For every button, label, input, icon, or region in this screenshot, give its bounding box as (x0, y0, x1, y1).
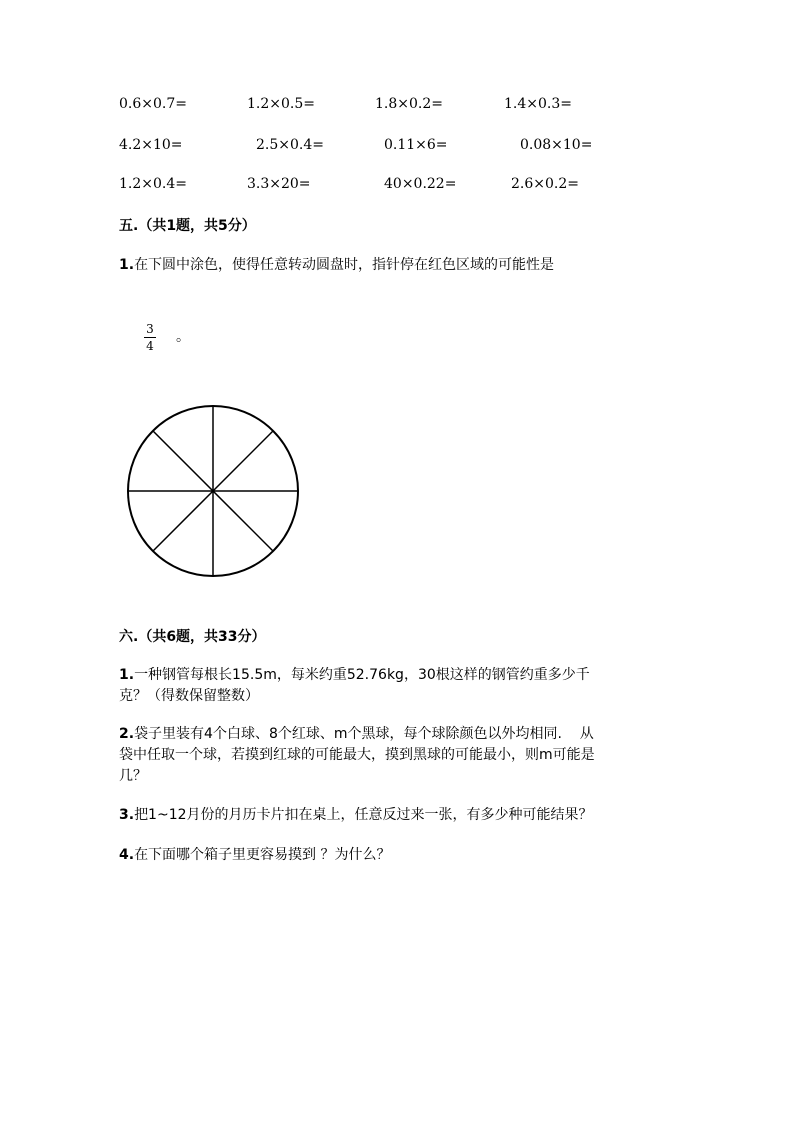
calc-item: 0.11×6= (384, 137, 448, 153)
question-6-4 (119, 845, 391, 866)
fraction-numerator: 3 (146, 322, 154, 336)
section-6-heading: 六.（共6题，共33分） (119, 629, 266, 645)
question-text-line: 袋中任取一个球，若摸到红球的可能最大，摸到黑球的可能最小，则m可能是 (119, 747, 595, 763)
question-6-3 (119, 805, 593, 826)
sector-dividers (128, 406, 298, 576)
question-text-line: 在下面哪个箱子里更容易摸到 ？为什么？ (134, 847, 391, 863)
spinner-circle[interactable] (120, 400, 306, 586)
calc-item: 0.6×0.7= (119, 96, 187, 112)
question-number: 4. (119, 847, 135, 863)
calc-item: 2.5×0.4= (256, 137, 324, 153)
section-5-heading: 五.（共1题，共5分） (119, 218, 256, 234)
question-text-line: 几？ (119, 768, 147, 784)
calc-item: 1.8×0.2= (375, 96, 443, 112)
question-number: 1. (119, 667, 135, 683)
question-text-line: 克？（得数保留整数） (119, 688, 259, 704)
calc-item: 1.2×0.5= (247, 96, 315, 112)
question-6-2 (119, 724, 595, 787)
question-text-line: 把1~12月份的月历卡片扣在桌上，任意反过来一张，有多少种可能结果？ (134, 807, 593, 823)
calc-item: 2.6×0.2= (511, 176, 579, 192)
question-number: 3. (119, 807, 135, 823)
question-5-1 (119, 255, 554, 276)
question-6-1 (119, 665, 590, 707)
calc-item: 1.4×0.3= (504, 96, 572, 112)
question-text-line: 袋子里装有4个白球、8个红球、m个黑球，每个球除颜色以外均相同. 从 (134, 726, 594, 742)
calc-item: 3.3×20= (247, 176, 311, 192)
question-text-line: 一种钢管每根长15.5m，每米约重52.76kg，30根这样的钢管约重多少千 (134, 667, 590, 683)
question-number: 2. (119, 726, 135, 742)
question-text: 在下圆中涂色，使得任意转动圆盘时，指针停在红色区域的可能性是 (134, 257, 555, 273)
fraction-bar (144, 337, 156, 338)
calc-item: 0.08×10= (520, 137, 593, 153)
sentence-end-mark: 。 (176, 329, 190, 345)
question-number: 1. (119, 257, 135, 273)
calc-item: 40×0.22= (384, 176, 457, 192)
fraction-denominator: 4 (146, 339, 154, 353)
calc-item: 1.2×0.4= (119, 176, 187, 192)
calc-item: 4.2×10= (119, 137, 183, 153)
fraction-three-quarters (143, 322, 157, 353)
